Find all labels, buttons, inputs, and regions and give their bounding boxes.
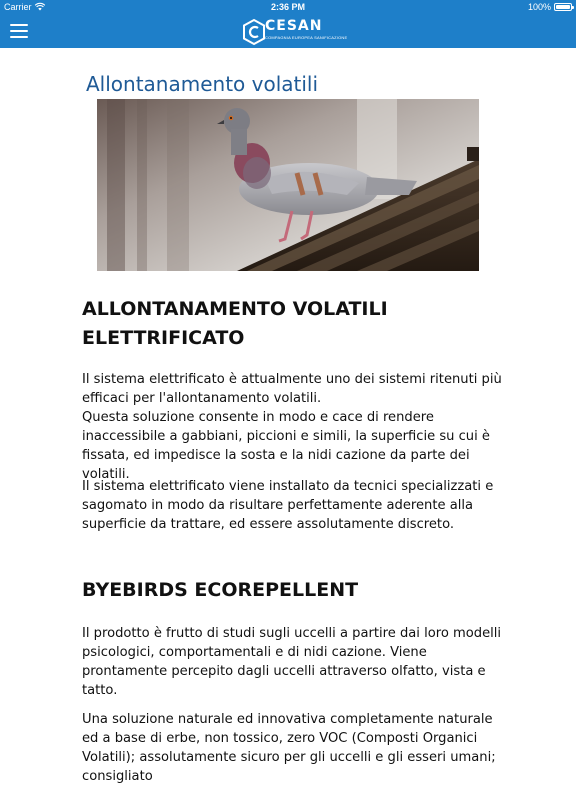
paragraph-elettrificato-1: Il sistema elettrificato è attualmente uno dei sistemi ritenuti più efficaci per l'allontanamento volatili. Questa soluzione consente in modo e cace di rendere inaccessibile a gabbiani, piccioni e simili, la superficie su cui è fissata, ed impedisce la sosta e la nidi cazione da parte dei volatili. bbox=[82, 372, 502, 482]
nav-bar bbox=[0, 16, 576, 48]
paragraph-elettrificato-2: Il sistema elettrificato viene installato da tecnici specializzati e sagomato in modo da risultare perfettamente aderente alla superficie da trattare, ed essere assolutamente discreto. bbox=[82, 479, 494, 532]
logo-wordmark: CESAN bbox=[265, 18, 323, 34]
pigeon-on-roof-image bbox=[97, 99, 479, 271]
battery-indicator bbox=[528, 2, 572, 12]
paragraph-byebirds-2: Una soluzione naturale ed innovativa completamente naturale ed a base di erbe, non tossico, zero VOC (Composti Organici Volatili); assolutamente sicuro per gli uccelli e gli esseri umani; consigliato bbox=[82, 712, 496, 784]
carrier-label: Carrier bbox=[4, 2, 32, 12]
cesan-logo bbox=[243, 18, 348, 46]
page-content bbox=[0, 48, 576, 784]
section-heading-byebirds: BYEBIRDS ECOREPELLENT bbox=[82, 579, 359, 601]
battery-percent: 100% bbox=[527, 2, 551, 12]
paragraph-byebirds-1: Il prodotto è frutto di studi sugli uccelli a partire dai loro modelli psicologici, comportamentali e di nidi cazione. Viene prontamente percepito dagli uccelli attraverso olfatto, vista e tatto. bbox=[82, 626, 502, 698]
clock: 2:36 PM bbox=[270, 2, 305, 12]
battery-icon bbox=[554, 3, 572, 11]
hamburger-menu-icon[interactable] bbox=[10, 24, 28, 40]
logo-hexagon-icon bbox=[243, 19, 265, 45]
logo-subtitle: COMPAGNIA EUROPEA SANIFICAZIONE bbox=[265, 35, 348, 40]
page-title: Allontanamento volatili bbox=[86, 72, 319, 96]
section-heading-elettrificato: ALLONTANAMENTO VOLATILI ELETTRIFICATO bbox=[82, 298, 388, 349]
status-bar bbox=[0, 0, 576, 16]
